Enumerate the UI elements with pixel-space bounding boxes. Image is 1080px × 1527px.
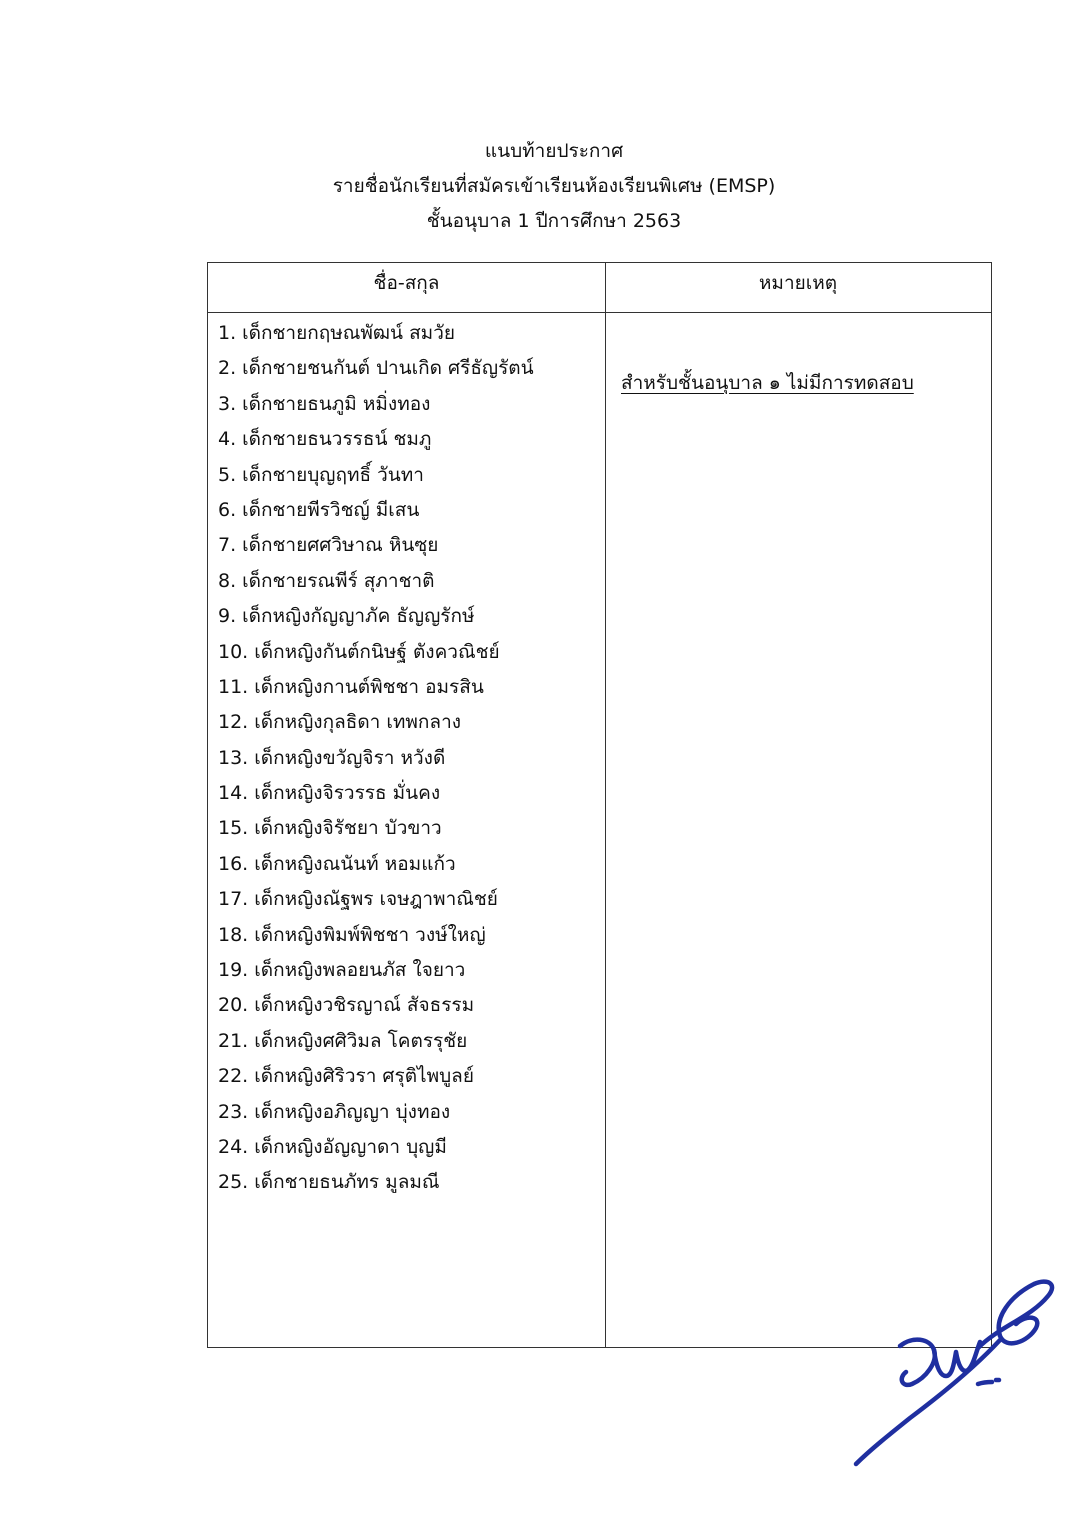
- signature-strokes: [856, 1282, 1052, 1464]
- student-list: [218, 316, 603, 1201]
- column-divider: [605, 263, 606, 1347]
- student-row: 9. เด็กหญิงกัญญาภัค ธัญญรักษ์: [218, 605, 475, 628]
- student-row: 14. เด็กหญิงจิรวรรธ มั่นคง: [218, 782, 441, 805]
- student-row: 22. เด็กหญิงศิริวรา ศรุติไพบูลย์: [218, 1065, 474, 1088]
- student-row: 1. เด็กชายกฤษณพัฒน์ สมวัย: [218, 322, 455, 344]
- student-row: 25. เด็กชายธนภัทร มูลมณี: [218, 1171, 440, 1194]
- header-row-divider: [208, 312, 991, 313]
- student-row: 20. เด็กหญิงวชิรญาณ์ สัจธรรม: [218, 994, 475, 1017]
- student-row: 24. เด็กหญิงอัญญาดา บุญมี: [218, 1135, 447, 1158]
- header-grade-year: ชั้นอนุบาล 1 ปีการศึกษา 2563: [426, 210, 682, 232]
- signature-mark: [850, 1278, 1065, 1473]
- student-row: 8. เด็กชายรณพีร์ สุภาชาติ: [218, 569, 435, 592]
- student-row: 10. เด็กหญิงกันต์กนิษฐ์ ตังควณิชย์: [218, 640, 500, 663]
- student-roster-table: [207, 262, 992, 1348]
- student-row: 11. เด็กหญิงกานต์พิชชา อมรสิน: [218, 675, 484, 698]
- student-row: 17. เด็กหญิงณัฐพร เจษฎาพาณิชย์: [218, 888, 498, 911]
- document-header: [0, 134, 1080, 239]
- student-row: 5. เด็กชายบุญฤทธิ์ วันทา: [218, 463, 424, 486]
- column-header-name: ชื่อ-สกุล: [373, 272, 440, 294]
- student-row: 7. เด็กชายศศวิษาณ หินซุย: [218, 534, 439, 557]
- student-row: 3. เด็กชายธนภูมิ หมิ่งทอง: [218, 392, 431, 415]
- header-attachment-title: แนบท้ายประกาศ: [484, 140, 624, 162]
- student-row: 21. เด็กหญิงศศิวิมล โคตรรุชัย: [218, 1029, 468, 1052]
- student-row: 18. เด็กหญิงพิมพ์พิชชา วงษ์ใหญ่: [218, 923, 486, 946]
- column-header-remark: หมายเหตุ: [758, 272, 838, 294]
- student-row: 6. เด็กชายพีรวิชญ์ มีเสน: [218, 498, 420, 521]
- student-row: 2. เด็กชายชนกันต์ ปานเกิด ศรีธัญรัตน์: [218, 357, 534, 380]
- student-row: 13. เด็กหญิงขวัญจิรา หวังดี: [218, 746, 446, 769]
- student-row: 12. เด็กหญิงกุลธิดา เทพกลาง: [218, 711, 462, 734]
- student-row: 23. เด็กหญิงอภิญญา บุ่งทอง: [218, 1100, 451, 1123]
- student-row: 19. เด็กหญิงพลอยนภัส ใจยาว: [218, 959, 466, 982]
- student-row: 16. เด็กหญิงณนันท์ หอมแก้ว: [218, 852, 456, 875]
- remark-no-test: สำหรับชั้นอนุบาล ๑ ไม่มีการทดสอบ: [621, 372, 914, 394]
- header-list-title: รายชื่อนักเรียนที่สมัครเข้าเรียนห้องเรียนพิเศษ (EMSP): [332, 175, 776, 197]
- student-row: 4. เด็กชายธนวรรธน์ ชมภู: [218, 428, 432, 451]
- student-row: 15. เด็กหญิงจิรัชยา บัวขาว: [218, 817, 442, 840]
